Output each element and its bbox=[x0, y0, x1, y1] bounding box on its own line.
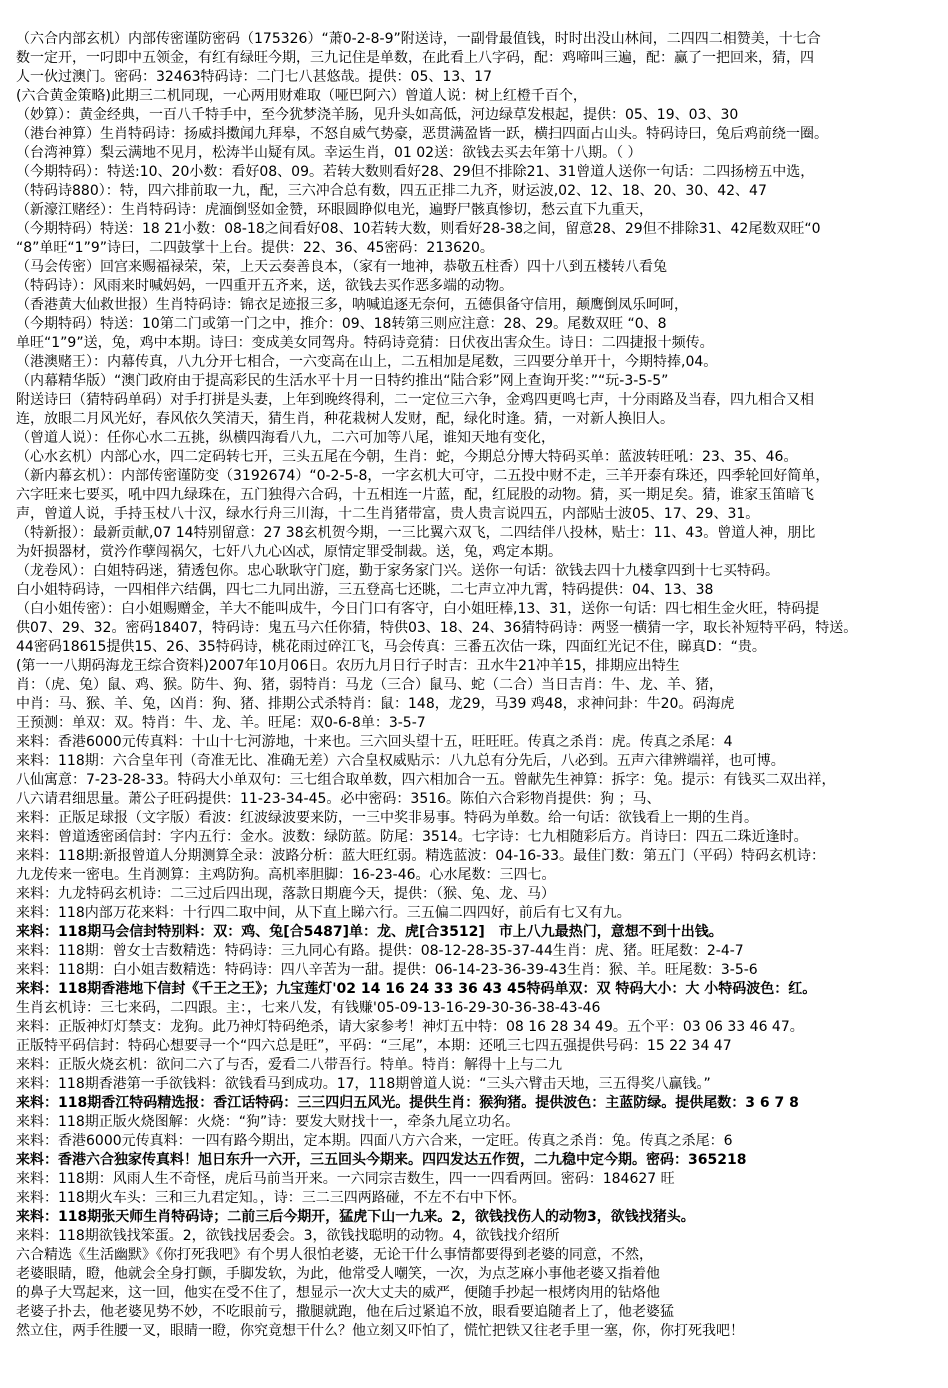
text-line: 六合精选《生活幽默》《你打死我吧》有个男人很怕老婆，无论干什么事情都要得到老婆的同意，不然， bbox=[16, 1247, 653, 1263]
text-line: 来料：香港6000元传真料：十山十七河游地，十来也。三六回头望十五，旺旺旺。传真之杀肖：虎。传真之杀尾：4 bbox=[16, 734, 733, 750]
text-line: 来料：118期:新报曾道人分期测算全录：波路分析：蓝大旺红弱。精选蓝波：04-16-33。最佳门数：第五门（平码）特码玄机诗： bbox=[16, 848, 825, 864]
text-line: （今期特码）特送：18 21小数：08-18之间看好08、10若转大数，则看好28-38之间，留意28、29但不排除31、42尾数双旺“0 bbox=[16, 221, 821, 237]
text-line: （龙卷风）：白姐特码迷，猜透包你。忠心耿耿守门庭，勤于家务家门兴。送你一句话：欲钱去四十九楼拿四到十七买特码。 bbox=[16, 563, 779, 579]
text-line: 的鼻子大骂起来，这一回，他实在受不住了，想显示一次大丈夫的威严，便随手抄起一根烤肉用的钻烙他 bbox=[16, 1285, 660, 1301]
text-line: (六合黄金策略)此期三二机同现，一心两用财难取（哑巴阿六）曾道人说：树上红橙千百个， bbox=[16, 88, 587, 104]
text-line: 附送诗曰（猜特码单码）对手打拼是头妻，上年到晚终得利，二一定位三六争，金鸡四更鸣七声，十分雨路及当春，四九相合又相 bbox=[16, 392, 814, 408]
text-line: （台湾神算）梨云满地不见月，松涛半山疑有凤。幸运生肖，01 02送：欲钱去买去年第十八期。（ ） bbox=[16, 145, 642, 161]
text-line: 来料：香港六合独家传真料！旭日东升一六开，三五回头今期来。四四发达五作贺，二九稳中定今期。密码：365218 bbox=[16, 1152, 747, 1168]
document-body bbox=[16, 30, 936, 1341]
text-line: 来料：118期香港地下信封《千王之王》；九宝莲灯'02 14 16 24 33 36 43 45特码单双：双 特码大小：大 小特码波色：红。 bbox=[16, 981, 817, 997]
text-line: 白小姐特码诗，一四相伴六结偶，四七二九同出游，三五登高七还眺，二七声立冲九霄，特码提供：04、13、38 bbox=[16, 582, 714, 598]
text-line: （新内幕玄机）：内部传密谨防变（3192674）“0-2-5-8，一字玄机大可守，二五投中财不走，三羊开泰有珠还，四季轮回好简单， bbox=[16, 468, 830, 484]
text-line: （香港黄大仙救世报）生肖特码诗：锦衣足迹报三多，呐喊追逐无奈何，五德俱备守信用，颠鹰倒凤乐呵呵， bbox=[16, 297, 688, 313]
text-line: (第一一八期码海龙王综合资料)2007年10月06日。农历九月日行子时吉：丑水牛21冲羊15，排期应出特生 bbox=[16, 658, 680, 674]
text-line: 八仙寓意：7-23-28-33。特码大小单双句：三七组合取单数，四六相加合一五。曾献先生神算：拆字：兔。提示：有钱买二双出祥， bbox=[16, 772, 836, 788]
text-line: （六合内部玄机）内部传密谨防密码（175326）“萧0-2-8-9”附送诗，一副骨最值钱，时时出没山林间，二四四二相赞美，十七合 bbox=[16, 31, 821, 47]
text-line: 来料：118期：白小姐吉数精选：特码诗：四八辛苦为一甜。提供：06-14-23-36-39-43生肖：猴、羊。旺尾数：3-5-6 bbox=[16, 962, 758, 978]
text-line: 然立住，两手徃腰一叉，眼睛一瞪，你究竟想干什么？他立刻又吓怕了，慌忙把铁又往老手里一塞，你，你打死我吧！ bbox=[16, 1323, 744, 1339]
text-line: “8”单旺“1”9”诗曰，二四鼓掌十上台。提供：22、36、45密码：213620。 bbox=[16, 240, 494, 256]
text-line: 声，曾道人说，手持玉杖八十汉，绿水行舟三川海，十二生肖猪带富，贵人贵言说四五，内部贴士波05、17、29、31。 bbox=[16, 506, 760, 522]
text-line: 来料：118期：六合皇年刊（奇准无比、准确无差）六合皇权威贴示：八九总有分先后，八必到。五声六律辨端祥，也可博。 bbox=[16, 753, 785, 769]
text-line: 来料：118期：曾女士吉数精选：特码诗：三九同心有路。提供：08-12-28-35-37-44生肖：虎、猪。旺尾数：2-4-7 bbox=[16, 943, 744, 959]
text-line: 44密码18615提供15、26、35特码诗，桃花雨过碎江飞，马会传真：三番五次估一珠，四面红光记不住，睇真D：“贵。 bbox=[16, 639, 766, 655]
text-line: 肖：（虎、兔）鼠、鸡、猴。防牛、狗、猪，弱特肖：马龙（三合）鼠马、蛇（二合）当日吉肖：牛、龙、羊、猪， bbox=[16, 677, 723, 693]
text-line: 正版特平码信封：特码心想要寻一个“四六总是旺”，平码：“三尾”，本期：还吼三七四五强提供号码：15 22 34 47 bbox=[16, 1038, 732, 1054]
text-line: 来料：正版火烧玄机：欲问二六了与否，爱看二八带吾行。特单。特肖：解得十上与二九 bbox=[16, 1057, 562, 1073]
text-line: 单旺“1”9”送，兔，鸡中本期。诗曰：变成美女同驾舟。特码诗竞猜：日伏夜出害众生。诗日：二四捷报十频传。 bbox=[16, 335, 714, 351]
text-line: 来料：正版神灯灯禁支：龙狗。此乃神灯特码绝杀，请大家参考！神灯五中特：08 16 28 34 49。五个平：03 06 33 46 47。 bbox=[16, 1019, 804, 1035]
text-line: 来料：118期正版火烧图解：火烧：“狗”诗：要发大财找十一，牵条九尾立功名。 bbox=[16, 1114, 520, 1130]
text-line: 来料：曾道透密函信封：字内五行：金水。波数：绿防蓝。防尾：3514。七字诗：七九相随彩后方。肖诗曰：四五二珠近逢时。 bbox=[16, 829, 808, 845]
text-line: 来料：118期火车头：三和三九君定知。，诗：三二三四两路碰，不左不右中下怀。 bbox=[16, 1190, 526, 1206]
text-line: 来料：118期张天师生肖特码诗；二前三后今期开，猛虎下山一九来。2，欲钱找伤人的动物3，欲钱找猪头。 bbox=[16, 1209, 695, 1225]
text-line: 来料：118内部万花来料：十行四二取中间，从下直上睇六行。三五偏二四四好，前后有七又有九。 bbox=[16, 905, 631, 921]
text-line: （特新报）：最新贡献,07 14特别留意：27 38玄机贺今期，一三比翼六双飞，二四结伴八投林，贴士：11、43。曾道人神，朋比 bbox=[16, 525, 816, 541]
text-line: （内幕精华版）“澳门政府由于提高彩民的生活水平十月一日特约推出“陆合彩”网上查询开奖：”“玩-3-5-5” bbox=[16, 373, 669, 389]
text-line: 数一定开，一叼即中五领金，有红有绿旺今期，三九记住是单数，在此看上八字码，配：鸡啼叫三遍，配：赢了一把回来，猜，四 bbox=[16, 50, 814, 66]
text-line: 来料：118期香港第一手欲钱料：欲钱看马到成功。17，118期曾道人说：“三头六臂击天地，三五得奖八赢钱。” bbox=[16, 1076, 711, 1092]
text-line: （心水玄机）内部心水，四二定码转七开，三头五尾在今朝，生肖：蛇，今期总分博大特码买单：蓝波转旺吼：23、35、46。 bbox=[16, 449, 798, 465]
text-line: （特码诗）：风雨来时喊妈妈，一四重开五齐来，送，欲钱去买作恶多端的动物。 bbox=[16, 278, 513, 294]
text-line: （港台神算）生肖特码诗：扬威抖擞闻九拜皋，不怒自威气势豪，恶贯满盈皆一跃，横扫四面占山头。特码诗曰，兔后鸡前绕一圈。 bbox=[16, 126, 828, 142]
text-line: （妙算）：黄金经典，一百八千特手中，至今犹梦浇羊肠，见升头如高低，河边绿草发根起，提供：05、19、03、30 bbox=[16, 107, 739, 123]
text-line: 来料：九龙特码玄机诗：二三过后四出现，落款日期鹿今天，提供：（猴、兔、龙、马） bbox=[16, 886, 555, 902]
text-line: 来料：118期香江特码精选报：香江话特码：三三四归五风光。提供生肖：猴狗猪。提供波色：主蓝防绿。提供尾数：3 6 7 8 bbox=[16, 1095, 799, 1111]
text-line: 八六请君细思量。萧公子旺码提供：11-23-34-45。必中密码：3516。陈伯六合彩物肖提供：狗 ；马、 bbox=[16, 791, 661, 807]
text-line: （马会传密）回宫来赐福禄荣，荣，上天云奏善良本，（家有一地神，恭敬五柱香）四十八到五楼转八看兔 bbox=[16, 259, 667, 275]
text-line: 连，放眼二月风光好，春风依久笑清天，猜生肖，种花栽树人发财，配，绿化时逢。猜，一对新人换旧人。 bbox=[16, 411, 674, 427]
text-line: （曾道人说）：任你心水二五挑，纵横四海看八九，二六可加等八尾，谁知天地有变化， bbox=[16, 430, 555, 446]
text-line: （今期特码）：特送:10、20小数：看好08、09。若转大数则看好28、29但不排除21、31曾道人送你一句话：二四扬榜五中选， bbox=[16, 164, 815, 180]
text-line: （今期特码）特送：10第二门或第一门之中，推介：09、18转第三则应注意：28、29。尾数双旺 “0、8 bbox=[16, 316, 667, 332]
text-line: 来料：正版足球报（文字版）看波：红波绿波要来防，一三中奖非易事。特码为单数。给一句话：欲钱看上一期的生肖。 bbox=[16, 810, 758, 826]
text-line: 老婆眼睛，瞪，他就会全身打颤，手脚发软，为此，他常受人嘲笑，一次，为点芝麻小事他老婆又指着他 bbox=[16, 1266, 660, 1282]
text-line: （港澳赌王）：内幕传真，八九分开七相合，一六变高在山上，二五相加是尾数，三四要分单开十，今期特捧,04。 bbox=[16, 354, 718, 370]
text-line: 中肖：马、猴、羊、兔，凶肖：狗、猪、排期公式杀特肖：鼠：148，龙29，马39 鸡48，求神问卦：牛20。码海虎 bbox=[16, 696, 735, 712]
text-line: 王预测：单双：双。特肖：牛、龙、羊。旺尾：双0-6-8单：3-5-7 bbox=[16, 715, 426, 731]
text-line: 供07、29、32。密码18407，特码诗：鬼五马六任你猜，特供03、18、24、36猜特码诗：两竖一横猜一字，取长补短特平码，特送。 bbox=[16, 620, 858, 636]
text-line: （白小姐传密）：白小姐赐赠金，羊大不能叫成牛，今日门口有客守，白小姐旺棒,13、31，送你一句话：四七相生金火旺，特码提 bbox=[16, 601, 820, 617]
text-line: 六字旺来七要买，吼中四九绿珠在，五门独得六合码，十五相连一片蓝，配，红屁股的动物。猜，买一期足矣。猜，谁家玉笛暗飞 bbox=[16, 487, 814, 503]
text-line: 九龙传来一密电。生肖测算：主鸡防狗。高机率胆脚：16-23-46。心水尾数：三四七。 bbox=[16, 867, 556, 883]
text-line: 来料：118期：风雨人生不奇怪，虎后马前当开来。一六同宗吉数生，四一一四看两回。密码：184627 旺 bbox=[16, 1171, 675, 1187]
text-line: 人一伙过澳门。密码：32463特码诗：二门七八甚悠哉。提供：05、13、17 bbox=[16, 69, 492, 85]
text-line: 来料：香港6000元传真料：一四有路今期出，定本期。四面八方六合来，一定旺。传真之杀肖：兔。传真之杀尾：6 bbox=[16, 1133, 733, 1149]
text-line: 来料：118期马会信封特别料：双：鸡、兔[合5487]单：龙、虎[合3512] 市上八九最热门，意想不到十出钱。 bbox=[16, 924, 723, 940]
text-line: 为奸损器材，赏汵作孽闯祸欠，七奸八九心凶忒，原情定罪受制裁。送，兔，鸡定本期。 bbox=[16, 544, 562, 560]
text-line: （特码诗880）：特，四六排前取一九，配，三六冲合总有数，四五正排二九齐，财运波,02、12、18、20、30、42、47 bbox=[16, 183, 767, 199]
text-line: 来料：118期欲钱找笨蛋。2，欲钱找居委会。3，欲钱找聪明的动物。4，欲钱找介绍所 bbox=[16, 1228, 560, 1244]
text-line: （新濠江赌经）：生肖特码诗：虎湎倒竖如金赞，环眼圆睁似电光，遍野尸骸真惨切，愁云直下九重天， bbox=[16, 202, 653, 218]
text-line: 老婆子扑去，他老婆见势不妙，不吃眼前亏，撒腿就跑，他在后过紧追不放，眼看要追随者上了，他老婆猛 bbox=[16, 1304, 674, 1320]
text-line: 生肖玄机诗：三七来码，二四跟。主：，七来八发，有钱赚'05-09-13-16-29-30-36-38-43-46 bbox=[16, 1000, 601, 1016]
